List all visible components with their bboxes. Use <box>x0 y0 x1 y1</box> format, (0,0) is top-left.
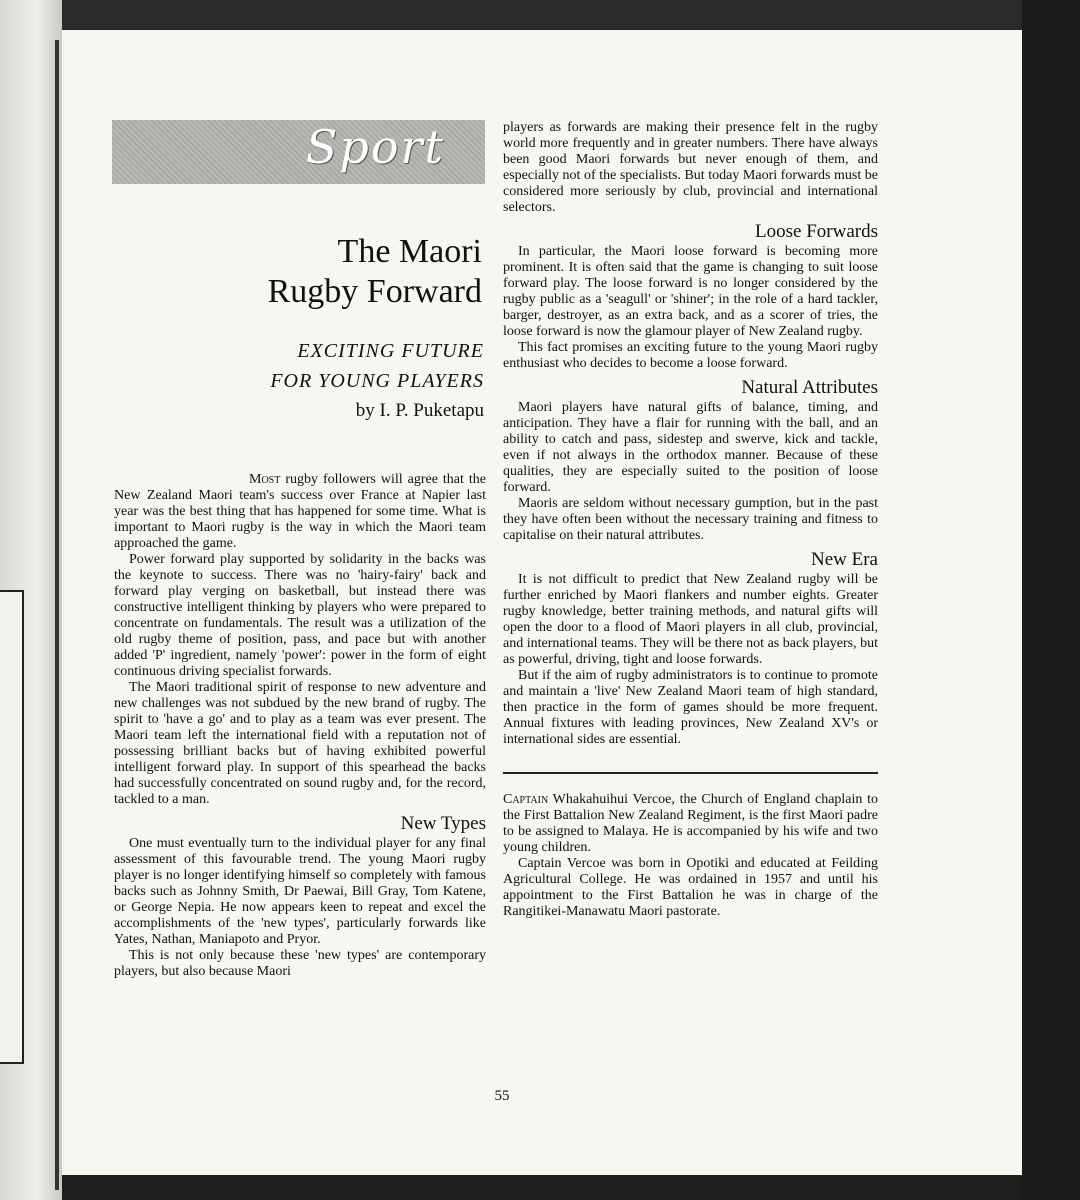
article-paragraph: One must eventually turn to the individual player for any final assessment of this favourable trend. The young Maori rugby player is no longer identifying himself so completely with famous backs such as Johnny Smith, Dr Paewai, Bill Gray, Tom Katene, or George Nepia. He now appears keen to repeat and excel the accomplishments of the 'new types', particularly forwards like Yates, Nathan, Maniapoto and Pryor. <box>114 836 486 947</box>
article-paragraph: Most rugby followers will agree that the New Zealand Maori team's success over France at Napier last year was the best thing that has happened for some time. What is important to Maori rugby is the way in which the Maori team approached the game. <box>114 472 486 551</box>
intro-small-caps: Most <box>249 472 281 487</box>
article-paragraph: In particular, the Maori loose forward is becoming more prominent. It is often said that the game is changing to suit loose forward play. The loose forward is no longer considered by the rugby public as a 'seagull' or 'shiner'; in the role of a hard tackler, barger, destroyer, as an extra back, and as a scorer of tries, the loose forward is now the glamour player of New Zealand rugby. <box>503 244 878 339</box>
article-paragraph: Maoris are seldom without necessary gumption, but in the past they have often been without the necessary training and fitness to capitalise on their natural attributes. <box>503 496 878 543</box>
subheading-new-types: New Types <box>400 813 486 834</box>
subtitle-line1: EXCITING FUTURE <box>297 340 484 362</box>
byline: by I. P. Puketapu <box>355 400 484 421</box>
article-paragraph: Maori players have natural gifts of balance, timing, and anticipation. They have a flair for running with the ball, and an ability to catch and pass, sidestep and swerve, kick and tackle, even if not always in the orthodox manner. Because of these qualities, they are especially suited to the position of loose forward. <box>503 400 878 495</box>
scan-bottom-edge <box>62 1175 1022 1200</box>
article-paragraph: The Maori traditional spirit of response to new adventure and new challenges was not subdued by the new brand of rugby. The spirit to 'have a go' and to play as a team was ever present. The Maori team left the international field with a reputation not of possessing brilliant backs but of having exhibited powerful intelligent forward play. In support of this spearhead the backs had successfully concentrated on sound rugby and, for the record, tackled to a man. <box>114 680 486 807</box>
note-small-caps: Captain <box>503 792 549 807</box>
article-paragraph: This is not only because these 'new types' are contemporary players, but also because Maori <box>114 948 486 979</box>
note-paragraph: Captain Whakahuihui Vercoe, the Church of England chaplain to the First Battalion New Zealand Regiment, is the first Maori padre to be assigned to Malaya. He is accompanied by his wife and two young children. <box>503 792 878 855</box>
subheading-natural-attributes: Natural Attributes <box>741 377 878 398</box>
page-number: 55 <box>494 1088 510 1104</box>
article-column-right <box>503 120 878 920</box>
margin-tab <box>0 590 24 1064</box>
article-paragraph: It is not difficult to predict that New Zealand rugby will be further enriched by Maori flankers and number eights. Greater rugby knowledge, better training methods, and natural gifts will open the door to a flood of Maori players in all club, provincial, and international teams. They will be there not as back players, but as powerful, driving, tight and loose forwards. <box>503 572 878 667</box>
section-label: Sport <box>305 120 445 174</box>
article-paragraph: This fact promises an exciting future to the young Maori rugby enthusiast who decides to become a loose forward. <box>503 340 878 371</box>
article-title-line2: Rugby Forward <box>267 273 482 310</box>
subheading-new-era: New Era <box>811 549 878 570</box>
subheading-loose-forwards: Loose Forwards <box>755 221 878 242</box>
section-divider <box>503 772 878 774</box>
article-column-left <box>114 472 486 980</box>
scan-left-margin <box>0 0 62 1200</box>
scan-right-edge <box>1022 0 1080 1200</box>
article-paragraph: players as forwards are making their presence felt in the rugby world more frequently and in greater numbers. There have always been good Maori forwards but never enough of them, and especially not of the specialists. But today Maori forwards must be considered more seriously by club, provincial and international selectors. <box>503 120 878 215</box>
binding-rule <box>55 40 59 1190</box>
section-banner <box>112 120 485 184</box>
magazine-page <box>62 30 1022 1175</box>
article-title-line1: The Maori <box>337 233 482 270</box>
article-paragraph: But if the aim of rugby administrators is to continue to promote and maintain a 'live' New Zealand Maori team of high standard, then practice in the form of games should be more frequent. Annual fixtures with leading provinces, New Zealand XV's or international sides are essential. <box>503 668 878 747</box>
note-paragraph: Captain Vercoe was born in Opotiki and educated at Feilding Agricultural College. He was ordained in 1957 and until his appointment to the First Battalion he was in charge of the Rangitikei-Manawatu Maori pastorate. <box>503 856 878 919</box>
subtitle-line2: FOR YOUNG PLAYERS <box>270 370 484 392</box>
article-paragraph: Power forward play supported by solidarity in the backs was the keynote to success. There was no 'hairy-fairy' back and forward play verging on basketball, but instead there was constructive intelligent thinking by players who were prepared to concentrate on fundamentals. The result was a utilization of the old rugby theme of position, pass, and pace but with another added 'P' ingredient, namely 'power': power in the form of eight continuous driving specialist forwards. <box>114 552 486 679</box>
